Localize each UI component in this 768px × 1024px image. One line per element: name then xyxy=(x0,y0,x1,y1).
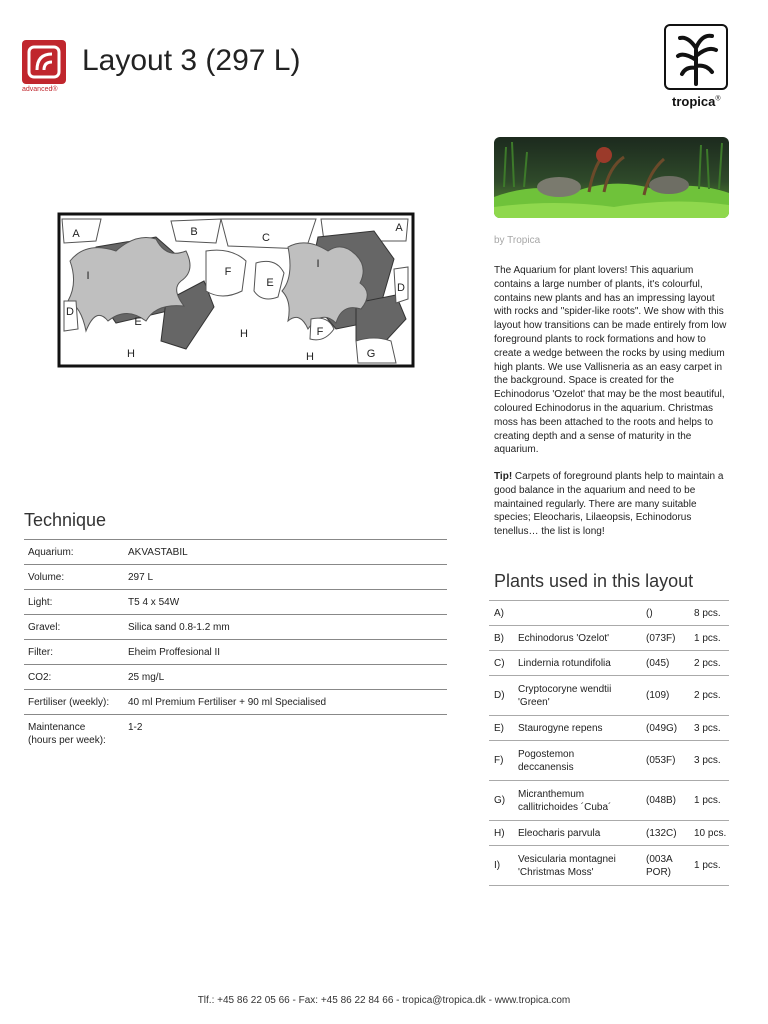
tropica-logo-text xyxy=(672,94,721,109)
technique-row-label: Light: xyxy=(28,597,53,608)
tip-label: Tip! xyxy=(494,471,513,482)
plant-row-code: (109) xyxy=(646,690,670,701)
plant-row xyxy=(489,626,729,651)
plant-row-qty: 3 pcs. xyxy=(694,755,721,766)
plants-table xyxy=(489,600,729,886)
technique-row xyxy=(24,665,447,690)
technique-row-label: Gravel: xyxy=(28,622,61,633)
plant-row xyxy=(489,716,729,741)
technique-row-value: 40 ml Premium Fertiliser + 90 ml Specialised xyxy=(128,697,327,708)
plant-row-qty: 2 pcs. xyxy=(694,690,721,701)
plant-row-name: Pogostemon deccanensis xyxy=(518,748,575,773)
fish-icon xyxy=(22,40,66,84)
footer-contact: Tlf.: +45 86 22 05 66 - Fax: +45 86 22 84 66 - tropica@tropica.dk - www.tropica.com xyxy=(197,995,571,1006)
aquarium-photo xyxy=(494,137,729,218)
plant-row-qty: 10 pcs. xyxy=(694,827,727,839)
technique-row-label: CO2: xyxy=(28,672,52,683)
plants-title: Plants used in this layout xyxy=(494,571,694,591)
technique-row-label: Fertiliser (weekly): xyxy=(28,697,110,708)
technique-title: Technique xyxy=(24,510,107,530)
layout-diagram xyxy=(56,211,416,371)
photo-credit: by Tropica xyxy=(494,235,541,246)
advanced-logo-text: advanced® xyxy=(22,86,58,93)
plant-row-code: (045) xyxy=(646,657,670,669)
plant-row-code: (048B) xyxy=(646,795,677,806)
technique-row xyxy=(24,565,447,590)
tropica-reg-mark: ® xyxy=(715,95,721,103)
intro-text: The Aquarium for plant lovers! This aquarium contains a large number of plants, it's colourful, contains new plants and has an impressing layout with rocks and "spider-like roots". We show with this layout how transitions can be made entirely from low foreground plants to rock formations and how to create a wedge between the rocks by using medium high plants. We use Vallisneria as an easy carpet in the background. Space is created for the Echinodorus 'Ozelot' that may be the most beautiful, coloured Echinodorus in the aquarium. Christmas moss has been attached to the roots and helps to creating depth and a sense of maturity in the aquarium. xyxy=(494,265,727,456)
diagram-label-b: B xyxy=(190,226,198,238)
plant-row-code: (053F) xyxy=(646,755,676,766)
technique-row xyxy=(24,640,447,665)
tropica-logo-frame xyxy=(664,24,728,90)
plant-icon xyxy=(666,26,726,88)
technique-row-label: Filter: xyxy=(28,647,53,658)
technique-row-value: 297 L xyxy=(128,572,154,583)
technique-row xyxy=(24,715,447,752)
technique-table xyxy=(24,539,447,752)
diagram-label-g: G xyxy=(366,348,376,360)
plant-row-name: Lindernia rotundifolia xyxy=(518,657,611,669)
plant-row-qty: 8 pcs. xyxy=(694,607,721,619)
advanced-logo xyxy=(22,40,68,94)
plant-row xyxy=(489,781,729,821)
layout-diagram-svg xyxy=(56,211,416,371)
plant-row-code: (049G) xyxy=(646,722,678,734)
plant-row-qty: 1 pcs. xyxy=(694,860,721,871)
plant-row-name: Eleocharis parvula xyxy=(518,827,601,839)
diagram-label-i-left: I xyxy=(86,270,90,282)
plant-row xyxy=(489,846,729,886)
tip-text xyxy=(494,470,732,539)
tropica-logo xyxy=(662,24,730,114)
plant-row-name: Echinodorus 'Ozelot' xyxy=(518,632,610,644)
plant-row-key: A) xyxy=(494,607,504,619)
plant-row-name: Cryptocoryne wendtii 'Green' xyxy=(518,683,612,708)
technique-row-label: Aquarium: xyxy=(28,547,74,558)
diagram-label-d-left: D xyxy=(66,306,74,318)
technique-row xyxy=(24,690,447,715)
plant-row-key: G) xyxy=(494,795,506,806)
diagram-label-e-left: E xyxy=(134,316,142,328)
plant-row-code: () xyxy=(646,607,653,619)
technique-row-value: 1-2 xyxy=(128,722,143,733)
plant-row-code: (003A POR) xyxy=(646,853,673,878)
plant-row xyxy=(489,821,729,846)
diagram-label-a-right: A xyxy=(395,222,403,234)
plant-row xyxy=(489,651,729,676)
plant-row-name: Micranthemum callitrichoides ´Cuba´ xyxy=(518,788,612,813)
tropica-name: tropica xyxy=(672,94,716,109)
plant-row-name: Staurogyne repens xyxy=(518,722,603,734)
plant-row-key: D) xyxy=(494,690,505,701)
diagram-label-c: C xyxy=(262,232,270,244)
plant-row-key: H) xyxy=(494,827,505,839)
plant-row-qty: 3 pcs. xyxy=(694,722,721,734)
diagram-label-e-right: E xyxy=(266,277,274,289)
plant-row-qty: 1 pcs. xyxy=(694,632,721,644)
diagram-label-h-left: H xyxy=(127,348,135,360)
plant-row-key: B) xyxy=(494,632,504,644)
technique-row-value: T5 4 x 54W xyxy=(128,597,180,608)
technique-row xyxy=(24,615,447,640)
plant-row-key: F) xyxy=(494,755,504,766)
plant-row xyxy=(489,741,729,781)
technique-row-value: Silica sand 0.8-1.2 mm xyxy=(128,622,230,633)
diagram-label-h-right: H xyxy=(306,351,314,363)
plant-row xyxy=(489,601,729,626)
diagram-label-f-right: F xyxy=(316,326,324,338)
diagram-label-f-left: F xyxy=(224,266,232,278)
technique-row xyxy=(24,590,447,615)
advanced-logo-mark xyxy=(22,40,66,84)
diagram-label-a-left: A xyxy=(72,228,80,240)
plant-row-code: (073F) xyxy=(646,632,676,644)
plant-row-code: (132C) xyxy=(646,827,677,839)
plant-row-key: E) xyxy=(494,722,504,734)
diagram-label-h-center: H xyxy=(240,328,248,340)
technique-row xyxy=(24,540,447,565)
plant-row-qty: 1 pcs. xyxy=(694,795,721,806)
diagram-label-i-right: I xyxy=(316,258,320,270)
plant-row-key: I) xyxy=(494,860,501,871)
technique-row-label: Maintenance (hours per week): xyxy=(28,722,106,746)
plant-row xyxy=(489,676,729,716)
technique-row-value: Eheim Proffesional II xyxy=(128,647,221,658)
tip-body: Carpets of foreground plants help to maintain a good balance in the aquarium and need to be maintained regularly. There are many suitable species; Eleocharis, Lilaeopsis, Echinodorus tenellus… the list is long! xyxy=(494,471,724,538)
diagram-label-d-right: D xyxy=(397,282,405,294)
page-title: Layout 3 (297 L) xyxy=(82,44,301,77)
plant-row-name: Vesicularia montagnei 'Christmas Moss' xyxy=(518,853,616,878)
technique-row-value: 25 mg/L xyxy=(128,672,165,683)
aquarium-photo-image xyxy=(494,137,729,218)
plant-row-qty: 2 pcs. xyxy=(694,657,721,669)
technique-row-value: AKVASTABIL xyxy=(128,547,188,558)
plant-row-key: C) xyxy=(494,657,505,669)
technique-row-label: Volume: xyxy=(28,572,65,583)
